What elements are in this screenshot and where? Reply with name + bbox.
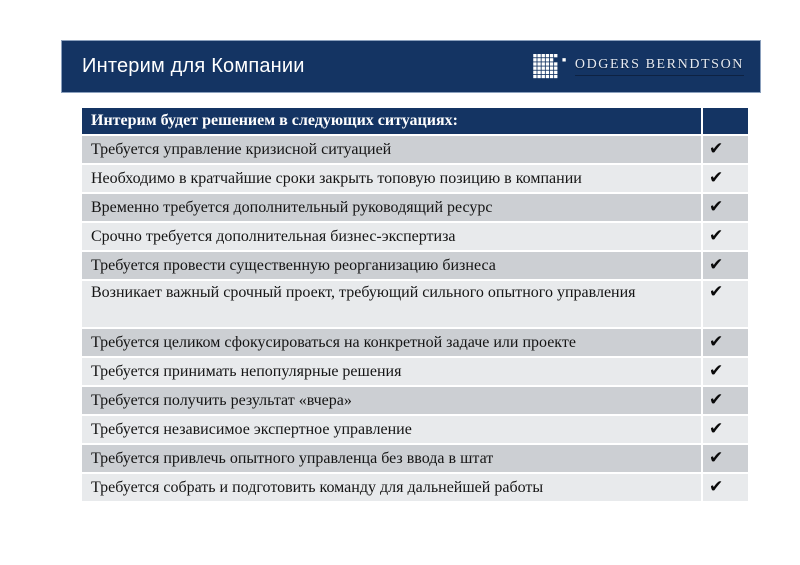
row-label: Требуется независимое экспертное управление [82,416,701,443]
table-row [82,252,748,279]
checkmark-icon: ✔ [709,255,724,275]
check-cell [703,329,748,356]
page-title: Интерим для Компании [82,55,305,77]
table-row [82,194,748,221]
row-label: Требуется собрать и подготовить команду для дальнейшей работы [82,474,701,501]
row-label: Требуется провести существенную реорганизацию бизнеса [82,252,701,279]
check-cell [703,358,748,385]
checkmark-icon: ✔ [709,419,724,439]
row-label: Требуется принимать непопулярные решения [82,358,701,385]
table-row [82,281,748,327]
table-row [82,358,748,385]
checkmark-icon: ✔ [709,197,724,217]
slide-title-bar [61,40,761,93]
table-header-label: Интерим будет решением в следующих ситуациях: [82,108,701,134]
checkmark-icon: ✔ [709,448,724,468]
check-cell [703,281,748,327]
row-label: Требуется управление кризисной ситуацией [82,136,701,163]
checkmark-icon: ✔ [709,390,724,410]
logo-wordmark: ODGERS BERNDTSON [575,57,744,76]
table-body [82,136,748,501]
check-cell [703,136,748,163]
checkmark-icon: ✔ [709,226,724,246]
checkmark-icon: ✔ [709,332,724,352]
row-label: Срочно требуется дополнительная бизнес-экспертиза [82,223,701,250]
table-row [82,445,748,472]
checkmark-icon: ✔ [709,477,724,497]
row-label: Требуется целиком сфокусироваться на конкретной задаче или проекте [82,329,701,356]
checkmark-icon: ✔ [709,168,724,188]
check-cell [703,165,748,192]
situations-table [82,108,748,503]
checkmark-icon: ✔ [709,282,724,302]
check-cell [703,474,748,501]
row-label: Временно требуется дополнительный руководящий ресурс [82,194,701,221]
check-cell [703,223,748,250]
table-header-row [82,108,748,134]
row-label: Требуется привлечь опытного управленца без ввода в штат [82,445,701,472]
table-row [82,416,748,443]
logo [533,41,744,92]
table-header-check-cell [703,108,748,134]
table-row [82,387,748,414]
check-cell [703,387,748,414]
checkmark-icon: ✔ [709,139,724,159]
check-cell [703,445,748,472]
table-row [82,223,748,250]
check-cell [703,194,748,221]
row-label: Требуется получить результат «вчера» [82,387,701,414]
checkmark-icon: ✔ [709,361,724,381]
row-label: Возникает важный срочный проект, требующий сильного опытного управления [82,281,701,327]
table-row [82,474,748,501]
table-row [82,329,748,356]
check-cell [703,252,748,279]
logo-grid-icon [533,54,566,79]
table-row [82,136,748,163]
check-cell [703,416,748,443]
row-label: Необходимо в кратчайшие сроки закрыть топовую позицию в компании [82,165,701,192]
table-row [82,165,748,192]
